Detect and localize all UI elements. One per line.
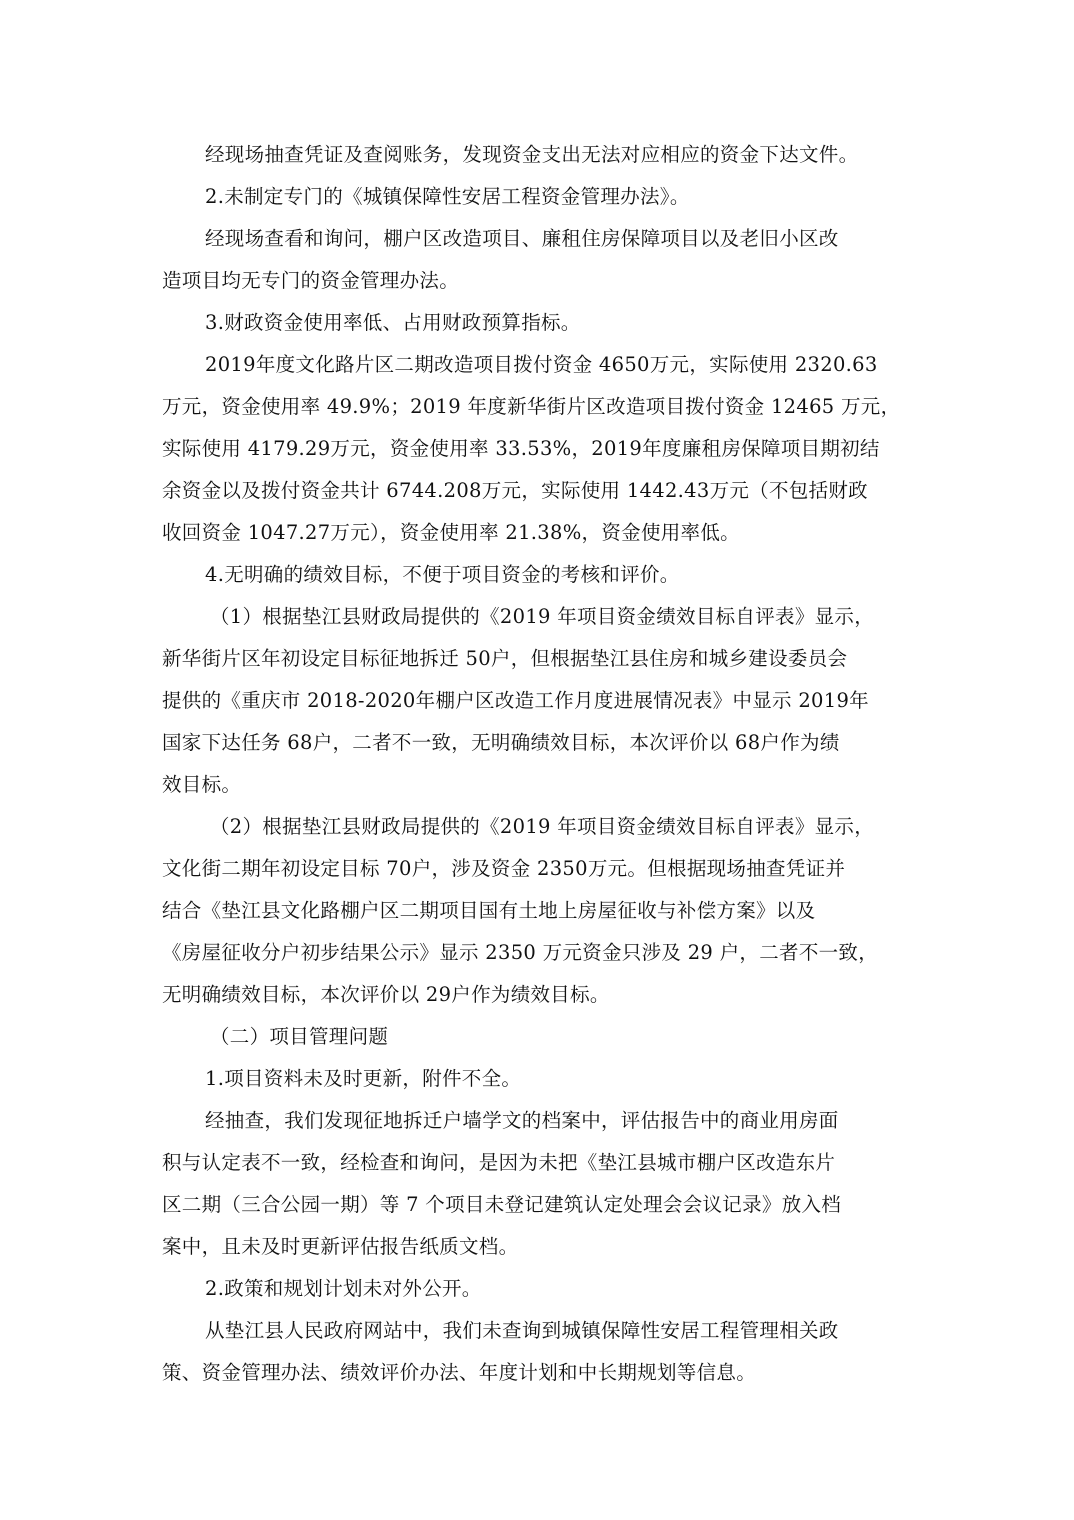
text-line: 案中，且未及时更新评估报告纸质文档。 <box>162 1235 519 1258</box>
text-line: 提供的《重庆市 2018-2020年棚户区改造工作月度进展情况表》中显示 2019年 <box>162 689 869 712</box>
text-line: 从垫江县人民政府网站中，我们未查询到城镇保障性安居工程管理相关政 <box>205 1319 839 1342</box>
text-line: 结合《垫江县文化路棚户区二期项目国有土地上房屋征收与补偿方案》以及 <box>162 899 816 922</box>
text-line: 余资金以及拨付资金共计 6744.208万元，实际使用 1442.43万元（不包括财政 <box>162 479 868 502</box>
text-line: 《房屋征收分户初步结果公示》显示 2350 万元资金只涉及 29 户，二者不一致， <box>162 941 879 964</box>
text-line: 经抽查，我们发现征地拆迁户墙学文的档案中，评估报告中的商业用房面 <box>205 1109 839 1132</box>
text-line: 区二期（三合公园一期）等 7 个项目未登记建筑认定处理会会议记录》放入档 <box>162 1193 842 1216</box>
text-line: 万元，资金使用率 49.9%；2019 年度新华街片区改造项目拨付资金 12465 万元， <box>162 395 901 418</box>
text-line: 3.财政资金使用率低、占用财政预算指标。 <box>205 311 581 334</box>
text-line: 经现场抽查凭证及查阅账务，发现资金支出无法对应相应的资金下达文件。 <box>205 143 859 166</box>
text-line: 实际使用 4179.29万元，资金使用率 33.53%，2019年度廉租房保障项目期初结 <box>162 437 880 460</box>
text-line: 2.政策和规划计划未对外公开。 <box>205 1277 482 1300</box>
text-line: 4.无明确的绩效目标，不便于项目资金的考核和评价。 <box>205 563 680 586</box>
text-line: 经现场查看和询问，棚户区改造项目、廉租住房保障项目以及老旧小区改 <box>205 227 839 250</box>
text-line: （2）根据垫江县财政局提供的《2019 年项目资金绩效目标自评表》显示， <box>210 815 875 838</box>
text-line: 2.未制定专门的《城镇保障性安居工程资金管理办法》。 <box>205 185 690 208</box>
section-heading: （二）项目管理问题 <box>210 1025 389 1048</box>
text-line: 国家下达任务 68户，二者不一致，无明确绩效目标，本次评价以 68户作为绩 <box>162 731 840 754</box>
text-line: 收回资金 1047.27万元），资金使用率 21.38%，资金使用率低。 <box>162 521 740 544</box>
text-line: 积与认定表不一致，经检查和询问，是因为未把《垫江县城市棚户区改造东片 <box>162 1151 836 1174</box>
text-line: （1）根据垫江县财政局提供的《2019 年项目资金绩效目标自评表》显示， <box>210 605 875 628</box>
text-line: 文化街二期年初设定目标 70户，涉及资金 2350万元。但根据现场抽查凭证并 <box>162 857 846 880</box>
text-line: 效目标。 <box>162 773 242 796</box>
text-line: 新华街片区年初设定目标征地拆迁 50户，但根据垫江县住房和城乡建设委员会 <box>162 647 848 670</box>
text-line: 造项目均无专门的资金管理办法。 <box>162 269 460 292</box>
text-line: 2019年度文化路片区二期改造项目拨付资金 4650万元，实际使用 2320.63 <box>205 353 878 376</box>
text-line: 无明确绩效目标，本次评价以 29户作为绩效目标。 <box>162 983 610 1006</box>
text-line: 1.项目资料未及时更新，附件不全。 <box>205 1067 522 1090</box>
text-line: 策、资金管理办法、绩效评价办法、年度计划和中长期规划等信息。 <box>162 1361 757 1384</box>
